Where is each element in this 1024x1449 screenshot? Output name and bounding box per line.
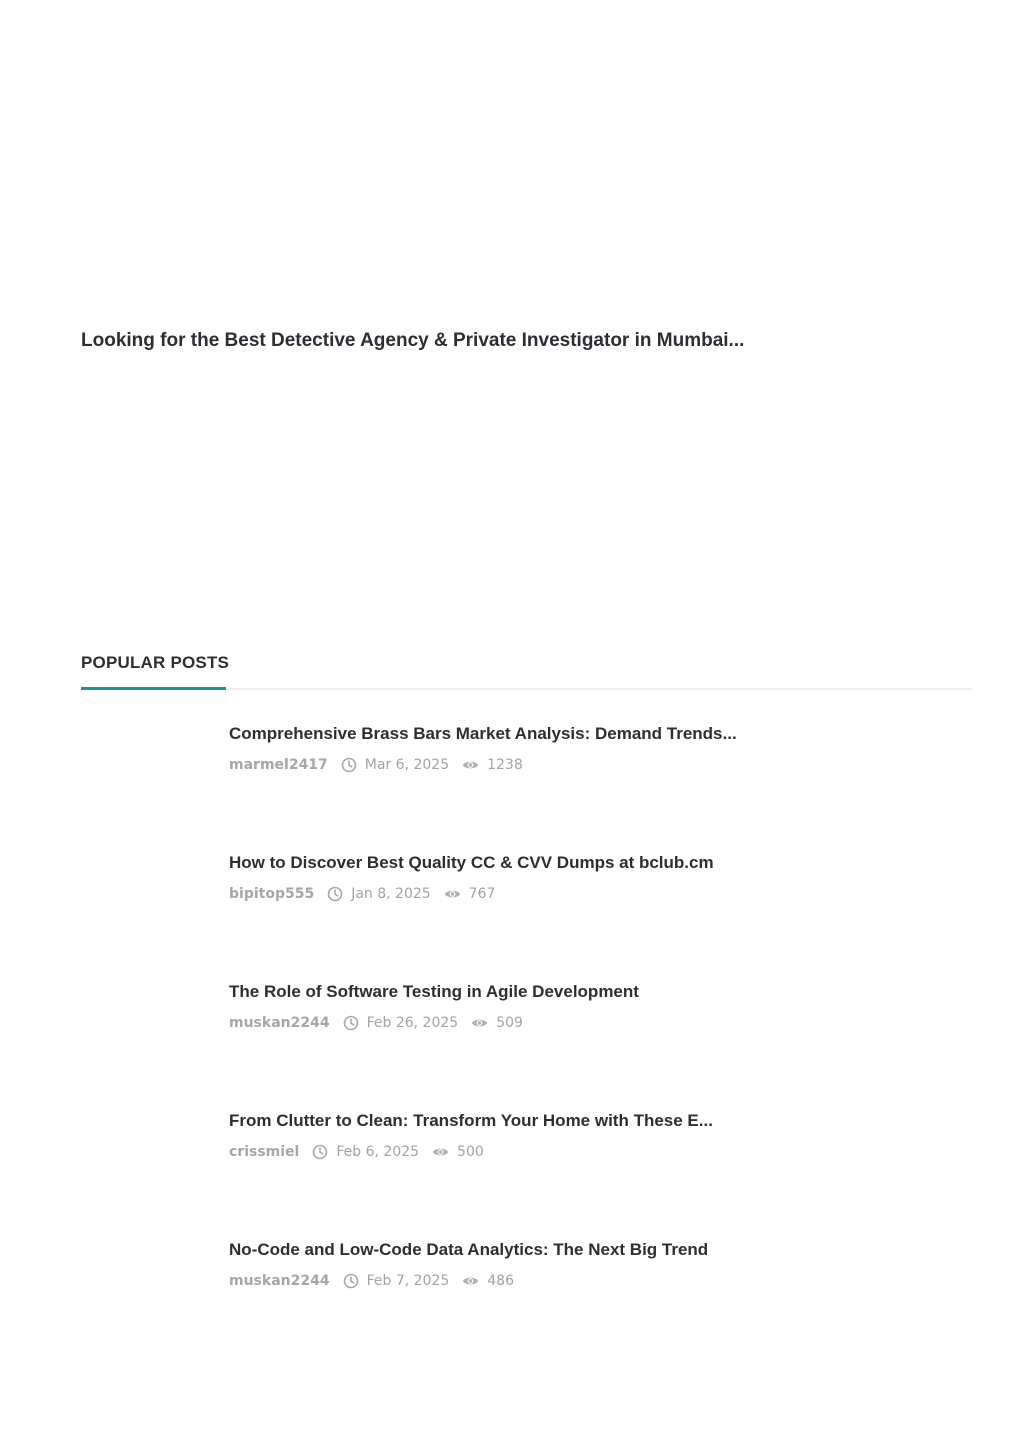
post-title-link[interactable]: From Clutter to Clean: Transform Your Home with These E... [229, 1111, 713, 1130]
post-views-count: 486 [487, 1273, 514, 1289]
post-date: Feb 26, 2025 [366, 1015, 459, 1031]
popular-post-item [81, 1108, 972, 1237]
eye-icon [471, 1017, 488, 1029]
popular-posts-widget [81, 650, 972, 1289]
clock-icon [343, 1273, 359, 1289]
post-title-link[interactable]: No-Code and Low-Code Data Analytics: The Next Big Trend [229, 1240, 709, 1259]
post-thumbnail[interactable] [81, 1237, 209, 1327]
clock-icon [341, 757, 357, 773]
popular-posts-list [81, 721, 972, 1366]
post-title-link[interactable]: Comprehensive Brass Bars Market Analysis: Demand Trends... [229, 724, 737, 743]
popular-post-item [81, 721, 972, 850]
post-views-count: 1238 [487, 757, 523, 773]
post-date: Mar 6, 2025 [364, 757, 450, 773]
post-views-count: 500 [457, 1144, 484, 1160]
featured-post-title-link[interactable]: Looking for the Best Detective Agency & Private Investigator in Mumbai... [81, 330, 745, 351]
clock-icon [327, 886, 343, 902]
post-thumbnail[interactable] [81, 1108, 209, 1198]
post-date: Feb 6, 2025 [336, 1144, 420, 1160]
post-author-link[interactable]: crissmiel [229, 1144, 300, 1160]
eye-icon [462, 1275, 479, 1287]
popular-post-item [81, 1237, 972, 1366]
eye-icon [462, 759, 479, 771]
post-views-count: 767 [468, 886, 496, 902]
post-author-link[interactable]: marmel2417 [229, 757, 328, 773]
eye-icon [444, 888, 461, 900]
popular-posts-header [81, 650, 972, 690]
post-thumbnail[interactable] [81, 979, 209, 1069]
post-meta [229, 1013, 523, 1033]
popular-posts-heading: POPULAR POSTS [81, 653, 230, 672]
post-date: Feb 7, 2025 [366, 1273, 450, 1289]
post-date: Jan 8, 2025 [351, 886, 431, 902]
post-meta [229, 1271, 514, 1291]
popular-post-item [81, 850, 972, 979]
post-author-link[interactable]: muskan2244 [229, 1015, 330, 1031]
clock-icon [312, 1144, 328, 1160]
post-author-link[interactable]: bipitop555 [229, 886, 315, 902]
post-thumbnail[interactable] [81, 721, 209, 811]
post-title-link[interactable]: How to Discover Best Quality CC & CVV Dumps at bclub.cm [229, 853, 714, 872]
post-views-count: 509 [496, 1015, 523, 1031]
eye-icon [432, 1146, 449, 1158]
post-meta [229, 1142, 484, 1162]
clock-icon [343, 1015, 359, 1031]
popular-post-item [81, 979, 972, 1108]
post-meta [229, 884, 495, 904]
post-title-link[interactable]: The Role of Software Testing in Agile Development [229, 982, 639, 1001]
heading-accent-underline [81, 687, 226, 690]
post-meta [229, 755, 523, 775]
post-thumbnail[interactable] [81, 850, 209, 940]
post-author-link[interactable]: muskan2244 [229, 1273, 330, 1289]
